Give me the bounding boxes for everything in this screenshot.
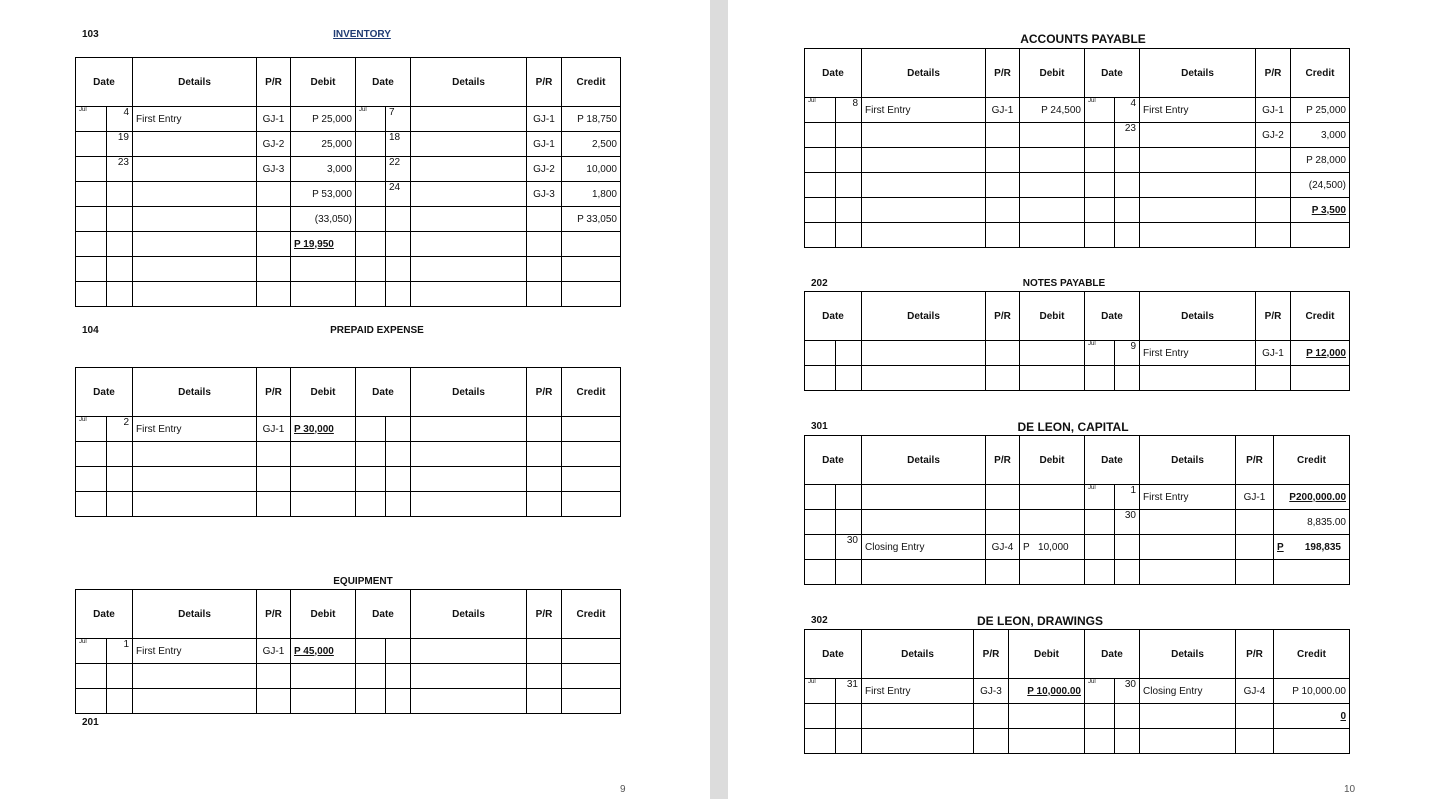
inventory-title: INVENTORY (333, 29, 391, 40)
table-row (76, 132, 621, 157)
pr-cell: GJ-1 (1236, 485, 1274, 510)
date-header: Date (1085, 630, 1140, 679)
details-header: Details (133, 590, 257, 639)
day-cell: 19 (107, 132, 133, 157)
debit-offset-cell: (33,050) (291, 207, 356, 232)
details-cell: Closing Entry (1140, 679, 1236, 704)
details-header: Details (1140, 49, 1256, 98)
date-header: Date (76, 58, 133, 107)
pr-header: P/R (1236, 630, 1274, 679)
day-cell: 2 (107, 417, 133, 442)
credit-cell: P 25,000 (1291, 98, 1350, 123)
credit-cell: P200,000.00 (1274, 485, 1350, 510)
pr-header: P/R (1236, 436, 1274, 485)
date-header: Date (805, 436, 862, 485)
ledger-header-row (805, 630, 1350, 679)
credit-total-cell: P 28,000 (1291, 148, 1350, 173)
credit-cell: 8,835.00 (1274, 510, 1350, 535)
balance-cell: P 198,835 (1274, 535, 1350, 560)
details-header: Details (1140, 436, 1236, 485)
drawings-ledger (804, 629, 1350, 754)
debit-cell: P 25,000 (291, 107, 356, 132)
table-row (76, 207, 621, 232)
table-row (76, 639, 621, 664)
drawings-account-number: 302 (811, 615, 828, 626)
credit-cell: 10,000 (562, 157, 621, 182)
inventory-account-number: 103 (82, 29, 99, 40)
capital-account-number: 301 (811, 421, 828, 432)
table-row (805, 341, 1350, 366)
pr-header: P/R (527, 590, 562, 639)
table-row (76, 157, 621, 182)
details-cell (411, 107, 527, 132)
pr-cell: GJ-1 (1256, 341, 1291, 366)
page-gutter (710, 0, 728, 799)
details-cell: First Entry (1140, 485, 1236, 510)
day-cell: 1 (107, 639, 133, 664)
pr-cell: GJ-1 (257, 107, 291, 132)
notes-ledger (804, 291, 1350, 391)
pr-cell: GJ-2 (527, 157, 562, 182)
debit-header: Debit (1020, 49, 1085, 98)
credit-header: Credit (562, 590, 621, 639)
table-row (805, 510, 1350, 535)
inventory-ledger (75, 57, 621, 307)
debit-header: Debit (1009, 630, 1085, 679)
month-cell: Jul (1085, 679, 1115, 704)
ledger-header-row (76, 368, 621, 417)
debit-cell: 25,000 (291, 132, 356, 157)
drawings-title: DE LEON, DRAWINGS (976, 614, 1103, 628)
credit-header: Credit (1291, 292, 1350, 341)
table-row (76, 107, 621, 132)
debit-cell: P 24,500 (1020, 98, 1085, 123)
details-header: Details (133, 368, 257, 417)
debit-cell: P 10,000.00 (1009, 679, 1085, 704)
pr-header: P/R (1256, 292, 1291, 341)
pr-cell: GJ-2 (1256, 123, 1291, 148)
month-cell: Jul (1085, 341, 1115, 366)
date-header: Date (805, 49, 862, 98)
pr-cell: GJ-3 (527, 182, 562, 207)
ledger-header-row (76, 590, 621, 639)
capital-title: DE LEON, CAPITAL (1017, 420, 1129, 434)
day-cell: 7 (386, 107, 411, 132)
next-account-number: 201 (82, 717, 99, 728)
month-cell: Jul (1085, 485, 1115, 510)
table-row (76, 182, 621, 207)
pr-cell: GJ-3 (974, 679, 1009, 704)
pr-cell: GJ-3 (257, 157, 291, 182)
date-header: Date (356, 590, 411, 639)
table-row (805, 704, 1350, 729)
balance-cell: P 3,500 (1291, 198, 1350, 223)
details-header: Details (862, 292, 986, 341)
month-cell: Jul (76, 107, 107, 132)
details-cell: First Entry (133, 417, 257, 442)
pr-cell: GJ-1 (257, 417, 291, 442)
capital-ledger (804, 435, 1350, 585)
credit-cell: 2,500 (562, 132, 621, 157)
month-cell: Jul (1085, 98, 1115, 123)
notes-account-number: 202 (811, 278, 828, 289)
details-header: Details (862, 436, 986, 485)
pr-header: P/R (986, 436, 1020, 485)
pr-cell: GJ-1 (257, 639, 291, 664)
day-cell: 18 (386, 132, 411, 157)
month-cell: Jul (76, 417, 107, 442)
date-header: Date (76, 590, 133, 639)
pr-header: P/R (986, 292, 1020, 341)
credit-cell: 1,800 (562, 182, 621, 207)
table-row (76, 417, 621, 442)
credit-offset-cell: (24,500) (1291, 173, 1350, 198)
debit-header: Debit (291, 368, 356, 417)
prepaid-account-number: 104 (82, 325, 99, 336)
credit-cell: P 12,000 (1291, 341, 1350, 366)
pr-header: P/R (257, 368, 291, 417)
debit-cell: P 45,000 (291, 639, 356, 664)
table-row (805, 123, 1350, 148)
pr-header: P/R (257, 58, 291, 107)
equipment-title: EQUIPMENT (333, 576, 393, 587)
details-header: Details (1140, 630, 1236, 679)
month-cell: Jul (805, 98, 836, 123)
credit-header: Credit (562, 58, 621, 107)
debit-header: Debit (291, 590, 356, 639)
details-header: Details (133, 58, 257, 107)
day-cell: 1 (1115, 485, 1140, 510)
month-cell: Jul (805, 679, 836, 704)
ap-title: ACCOUNTS PAYABLE (1020, 32, 1146, 46)
prepaid-title: PREPAID EXPENSE (330, 325, 424, 336)
day-cell: 30 (836, 535, 862, 560)
ledger-header-row (805, 292, 1350, 341)
day-cell: 23 (1115, 123, 1140, 148)
pr-header: P/R (257, 590, 291, 639)
day-cell: 4 (1115, 98, 1140, 123)
details-cell: First Entry (1140, 98, 1256, 123)
table-row (805, 535, 1350, 560)
pr-cell: GJ-4 (1236, 679, 1274, 704)
details-header: Details (411, 590, 527, 639)
day-cell: 8 (836, 98, 862, 123)
date-header: Date (356, 58, 411, 107)
details-header: Details (862, 630, 974, 679)
details-cell: First Entry (862, 679, 974, 704)
pr-cell: GJ-1 (527, 107, 562, 132)
day-cell: 4 (107, 107, 133, 132)
details-cell: Closing Entry (862, 535, 986, 560)
credit-header: Credit (1291, 49, 1350, 98)
balance-cell: P 19,950 (291, 232, 356, 257)
credit-cell: 3,000 (1291, 123, 1350, 148)
credit-cell: P 10,000.00 (1274, 679, 1350, 704)
table-row (805, 485, 1350, 510)
pr-header: P/R (527, 368, 562, 417)
day-cell: 30 (1115, 679, 1140, 704)
table-row (805, 148, 1350, 173)
pr-cell: GJ-4 (986, 535, 1020, 560)
credit-header: Credit (1274, 630, 1350, 679)
debit-header: Debit (1020, 292, 1085, 341)
date-header: Date (805, 292, 862, 341)
pr-cell: GJ-1 (986, 98, 1020, 123)
details-cell: First Entry (133, 639, 257, 664)
details-cell: First Entry (862, 98, 986, 123)
day-cell: 24 (386, 182, 411, 207)
ap-ledger (804, 48, 1350, 248)
debit-total-cell: P 53,000 (291, 182, 356, 207)
date-header: Date (76, 368, 133, 417)
pr-header: P/R (527, 58, 562, 107)
table-row (805, 679, 1350, 704)
page-number: 10 (1344, 784, 1356, 795)
page-number: 9 (620, 784, 626, 795)
pr-cell: GJ-1 (1256, 98, 1291, 123)
details-header: Details (862, 49, 986, 98)
table-row (805, 198, 1350, 223)
details-header: Details (411, 58, 527, 107)
table-row (805, 173, 1350, 198)
pr-header: P/R (986, 49, 1020, 98)
balance-cell: 0 (1274, 704, 1350, 729)
debit-header: Debit (291, 58, 356, 107)
ledger-header-row (805, 436, 1350, 485)
debit-header: Debit (1020, 436, 1085, 485)
details-header: Details (411, 368, 527, 417)
debit-cell: P 10,000 (1020, 535, 1085, 560)
day-cell: 30 (1115, 510, 1140, 535)
day-cell: 23 (107, 157, 133, 182)
date-header: Date (1085, 49, 1140, 98)
day-cell: 9 (1115, 341, 1140, 366)
pr-cell: GJ-1 (527, 132, 562, 157)
day-cell: 22 (386, 157, 411, 182)
details-cell: First Entry (1140, 341, 1256, 366)
pr-header: P/R (974, 630, 1009, 679)
month-cell: Jul (356, 107, 386, 132)
notes-title: NOTES PAYABLE (1022, 278, 1106, 289)
credit-total-cell: P 33,050 (562, 207, 621, 232)
day-cell: 31 (836, 679, 862, 704)
date-header: Date (1085, 292, 1140, 341)
pr-cell: GJ-2 (257, 132, 291, 157)
table-row (805, 98, 1350, 123)
details-header: Details (1140, 292, 1256, 341)
date-header: Date (805, 630, 862, 679)
debit-cell: 3,000 (291, 157, 356, 182)
date-header: Date (1085, 436, 1140, 485)
credit-header: Credit (1274, 436, 1350, 485)
debit-cell: P 30,000 (291, 417, 356, 442)
table-row (76, 232, 621, 257)
ledger-header-row (76, 58, 621, 107)
equipment-ledger (75, 589, 621, 714)
details-cell: First Entry (133, 107, 257, 132)
credit-header: Credit (562, 368, 621, 417)
date-header: Date (356, 368, 411, 417)
credit-cell: P 18,750 (562, 107, 621, 132)
prepaid-ledger (75, 367, 621, 517)
pr-header: P/R (1256, 49, 1291, 98)
month-cell: Jul (76, 639, 107, 664)
ledger-header-row (805, 49, 1350, 98)
